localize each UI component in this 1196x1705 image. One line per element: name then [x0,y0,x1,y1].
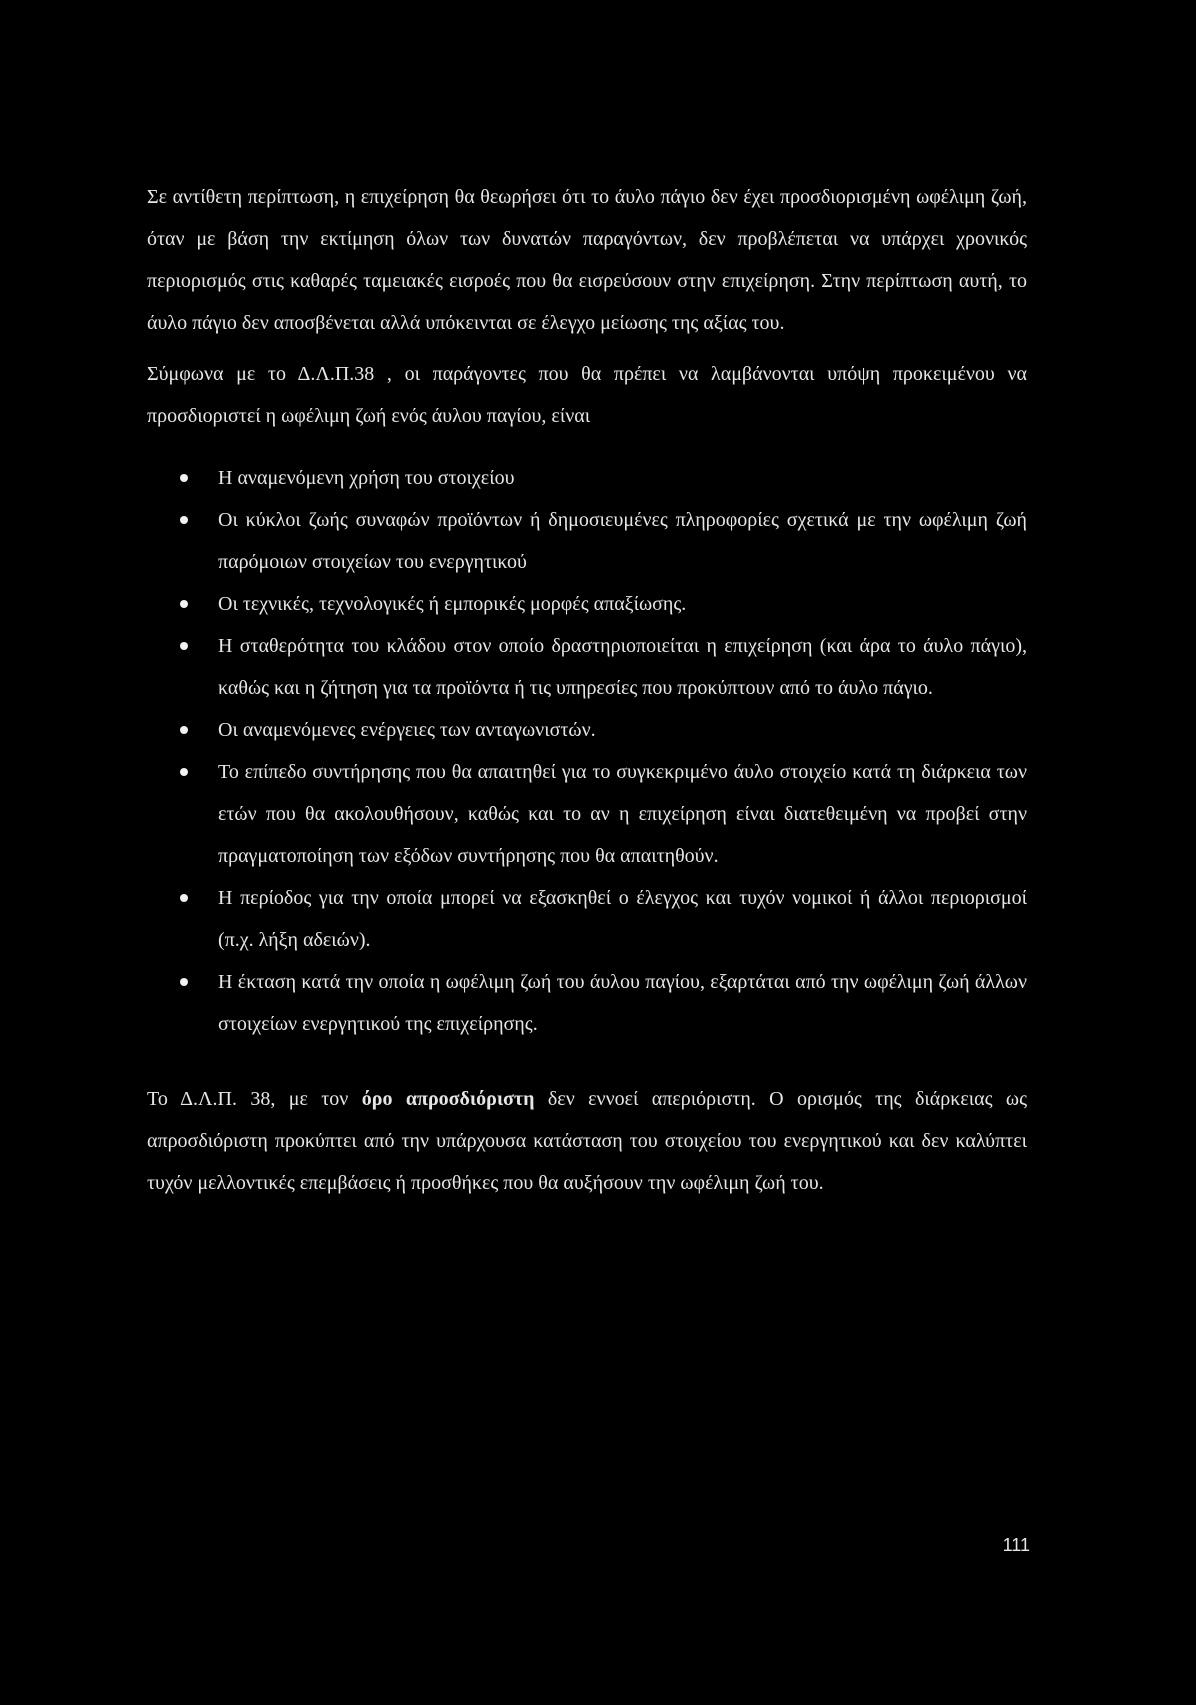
bullet-icon [180,516,188,524]
list-item [147,625,1027,709]
list-item-text: Οι αναμενόμενες ενέργειες των ανταγωνιστών. [218,719,596,741]
list-item-text: Η σταθερότητα του κλάδου στον οποίο δραστηριοποιείται η επιχείρηση (και άρα το άυλο πάγιο), καθώς και η ζήτηση για τα προϊόντα ή τις υπηρεσίες που προκύπτουν από το άυλο πάγιο. [218,635,1027,699]
bullet-icon [180,726,188,734]
paragraph-ias38-factors-intro: Σύμφωνα με το Δ.Λ.Π.38 , οι παράγοντες που θα πρέπει να λαμβάνονται υπόψη προκειμένου να προσδιοριστεί η ωφέλιμη ζωή ενός άυλου παγίου, είναι [147,363,1027,427]
list-item [147,583,1027,625]
list-item [147,751,1027,877]
factors-list [147,457,1027,1045]
list-item [147,961,1027,1045]
list-item-text: Το επίπεδο συντήρησης που θα απαιτηθεί για το συγκεκριμένο άυλο στοιχείο κατά τη διάρκεια των ετών που θα ακολουθήσουν, καθώς και το αν η επιχείρηση είναι διατεθειμένη να προβεί στην πραγματοποίηση των εξόδων συντήρησης που θα απαιτηθούν. [218,761,1027,867]
bullet-icon [180,600,188,608]
bullet-icon [180,768,188,776]
list-item-text: Η αναμενόμενη χρήση του στοιχείου [218,467,515,489]
list-item [147,499,1027,583]
page-number: 111 [1002,1535,1030,1555]
paragraph-indefinite-term [147,1078,1027,1204]
paragraph-text-end: δεν εννοεί απεριόριστη. Ο ορισμός της διάρκειας ως απροσδιόριστη προκύπτει από την υπάρχουσα κατάσταση του στοιχείου του ενεργητικού και δεν καλύπτει τυχόν μελλοντικές επεμβάσεις ή προσθήκες που θα αυξήσουν την ωφέλιμη ζωή του. [147,1088,1027,1194]
paragraph-text-start: Το Δ.Λ.Π. 38, με τον [147,1088,362,1110]
document-body [147,176,1027,1204]
list-item [147,709,1027,751]
list-item-text: Η έκταση κατά την οποία η ωφέλιμη ζωή του άυλου παγίου, εξαρτάται από την ωφέλιμη ζωή άλλων στοιχείων ενεργητικού της επιχείρησης. [218,971,1027,1035]
bullet-icon [180,894,188,902]
list-item-text: Οι κύκλοι ζωής συναφών προϊόντων ή δημοσιευμένες πληροφορίες σχετικά με την ωφέλιμη ζωή παρόμοιων στοιχείων του ενεργητικού [218,509,1027,573]
bullet-icon [180,642,188,650]
list-item-text: Οι τεχνικές, τεχνολογικές ή εμπορικές μορφές απαξίωσης. [218,593,687,615]
list-item [147,877,1027,961]
list-item [147,457,1027,499]
bold-term: όρο απροσδιόριστη [361,1088,535,1110]
bullet-icon [180,474,188,482]
paragraph-indefinite-life: Σε αντίθετη περίπτωση, η επιχείρηση θα θεωρήσει ότι το άυλο πάγιο δεν έχει προσδιορισμένη ωφέλιμη ζωή, όταν με βάση την εκτίμηση όλων των δυνατών παραγόντων, δεν προβλέπεται να υπάρχει χρονικός περιορισμός στις καθαρές ταμειακές εισροές που θα εισρεύσουν στην επιχείρηση. Στην περίπτωση αυτή, το άυλο πάγιο δεν αποσβένεται αλλά υπόκεινται σε έλεγχο μείωσης της αξίας του. [147,186,1027,334]
bullet-icon [180,978,188,986]
list-item-text: Η περίοδος για την οποία μπορεί να εξασκηθεί ο έλεγχος και τυχόν νομικοί ή άλλοι περιορισμοί (π.χ. λήξη αδειών). [218,887,1027,951]
